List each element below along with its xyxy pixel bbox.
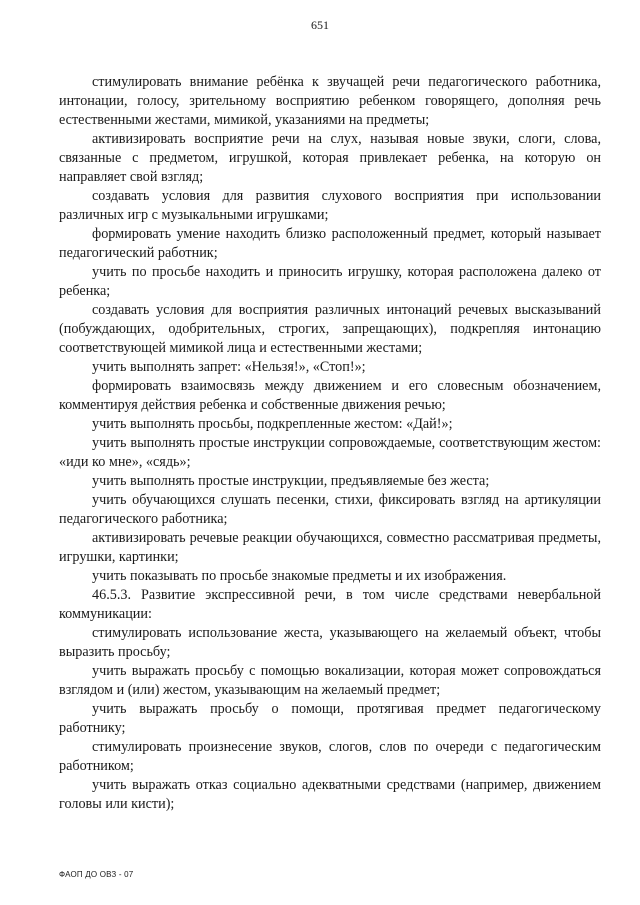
paragraph: формировать умение находить близко расположенный предмет, который называет педагогический работник; [59,226,601,261]
paragraph: стимулировать внимание ребёнка к звучащей речи педагогического работника, интонации, голосу, зрительному восприятию ребенком говорящего, дополняя речь естественными жестами, мимикой, указаниями на предметы; [59,74,601,128]
paragraph: создавать условия для развития слухового восприятия при использовании различных игр с музыкальными игрушками; [59,188,601,223]
paragraph: формировать взаимосвязь между движением и его словесным обозначением, комментируя действия ребенка и собственные движения речью; [59,378,601,413]
paragraph: учить обучающихся слушать песенки, стихи, фиксировать взгляд на артикуляции педагогического работника; [59,492,601,527]
paragraph: учить выражать просьбу о помощи, протягивая предмет педагогическому работнику; [59,701,601,736]
paragraph: стимулировать использование жеста, указывающего на желаемый объект, чтобы выразить просьбу; [59,625,601,660]
paragraph: активизировать восприятие речи на слух, называя новые звуки, слоги, слова, связанные с предметом, игрушкой, которая привлекает ребенка, на которую он направляет свой взгляд; [59,131,601,185]
paragraph: учить выполнять просьбы, подкрепленные жестом: «Дай!»; [92,416,453,432]
section-heading: 46.5.3. Развитие экспрессивной речи, в том числе средствами невербальной коммуникации: [59,587,601,622]
paragraph: учить выполнять запрет: «Нельзя!», «Стоп!»; [92,359,366,375]
paragraph: учить выражать отказ социально адекватными средствами (например, движением головы или кисти); [59,777,601,812]
paragraph: учить выполнять простые инструкции, предъявляемые без жеста; [92,473,490,489]
paragraph: учить выражать просьбу с помощью вокализации, которая может сопровождаться взглядом и (или) жестом, указывающим на желаемый предмет; [59,663,601,698]
document-footer-code: ФАОП ДО ОВЗ - 07 [59,870,134,879]
paragraph: создавать условия для восприятия различных интонаций речевых высказываний (побуждающих, одобрительных, строгих, запрещающих), подкрепляя интонацию соответствующей мимикой лица и естественными жестами; [59,302,601,356]
paragraph: учить показывать по просьбе знакомые предметы и их изображения. [92,568,507,584]
paragraph: учить выполнять простые инструкции сопровождаемые, соответствующим жестом: «иди ко мне», «сядь»; [59,435,601,470]
page-number: 651 [311,18,329,32]
paragraph: стимулировать произнесение звуков, слогов, слов по очереди с педагогическим работником; [59,739,601,774]
paragraph: учить по просьбе находить и приносить игрушку, которая расположена далеко от ребенка; [59,264,601,299]
body-text [59,73,601,814]
paragraph: активизировать речевые реакции обучающихся, совместно рассматривая предметы, игрушки, картинки; [59,530,601,565]
